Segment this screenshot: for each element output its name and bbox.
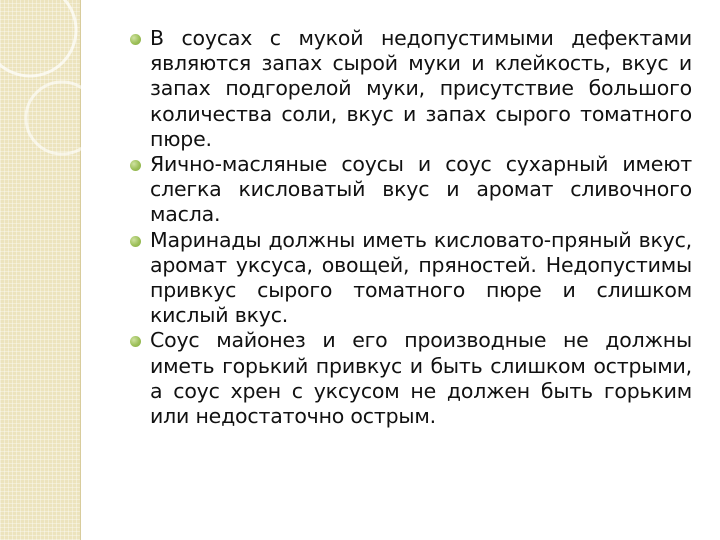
bullet-item: [130, 228, 692, 329]
bullet-text: Соус майонез и его производные не должны иметь горький привкус и быть слишком острыми, а соус хрен с уксусом не должен быть горьким или недостаточно острым.: [150, 328, 692, 429]
bullet-item: [130, 152, 692, 228]
bullet-marker: [130, 336, 141, 347]
bullet-item: [130, 26, 692, 152]
side-panel-divider: [80, 0, 81, 540]
bullet-marker: [130, 236, 141, 247]
bullet-marker: [130, 34, 141, 45]
bullet-marker: [130, 160, 141, 171]
bullet-list: [130, 26, 692, 429]
bullet-text: Яично-масляные соусы и соус сухарный имеют слегка кисловатый вкус и аромат сливочного масла.: [150, 152, 692, 227]
bullet-text: Маринады должны иметь кисловато-пряный вкус, аромат уксуса, овощей, пряностей. Недопустимы привкус сырого томатного пюре и слишком кислый вкус.: [150, 227, 692, 328]
bullet-text: В соусах с мукой недопустимыми дефектами являются запах сырой муки и клейкость, вкус и запах подгорелой муки, присутствие большого количества соли, вкус и запах сырого томатного пюре.: [150, 26, 692, 151]
decorative-side-panel: [0, 0, 80, 540]
bullet-item: [130, 328, 692, 429]
